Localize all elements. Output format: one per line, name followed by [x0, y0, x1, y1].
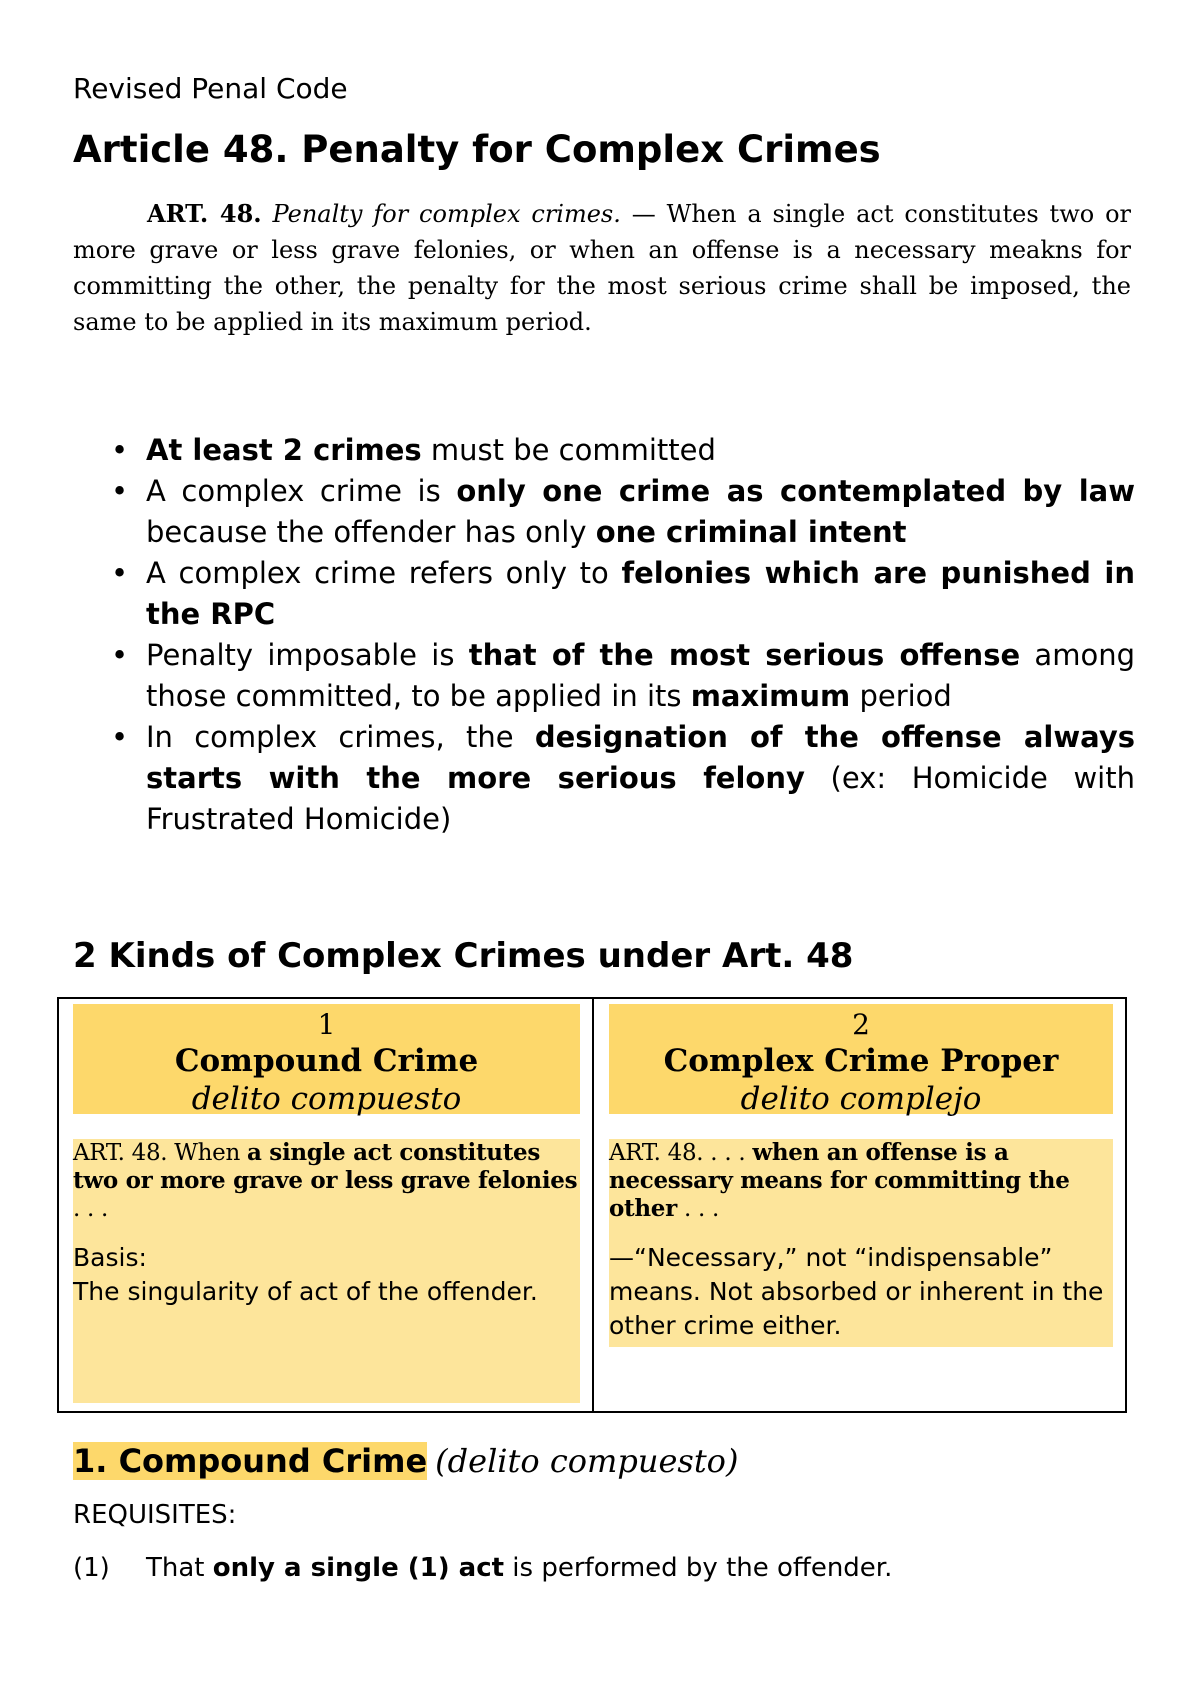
- bullet-icon: •: [111, 474, 129, 508]
- kinds-table: [57, 997, 1127, 1413]
- article-title: Article 48. Penalty for Complex Crimes: [73, 128, 881, 171]
- basis-note: Basis: The singularity of act of the offender.: [73, 1243, 538, 1306]
- section-title: [73, 1442, 738, 1480]
- kind-name: Compound Crime: [174, 1043, 479, 1079]
- complex-crime-proper-body: [609, 1139, 1113, 1347]
- compound-crime-body: [73, 1139, 580, 1403]
- list-item: • A complex crime refers only to felonies which are punished in the RPC: [73, 553, 1135, 635]
- necessary-note: —“Necessary,” not “indispensable” means. Not absorbed or inherent in the other crime either.: [609, 1243, 1104, 1340]
- law-excerpt: ART. 48. When a single act constitutes two or more grave or less grave felonies . . .: [73, 1139, 578, 1222]
- document-label: Revised Penal Code: [73, 72, 348, 105]
- list-item: • At least 2 crimes must be committed: [73, 430, 1135, 471]
- kind-number: 2: [852, 1008, 870, 1041]
- article-body: — When a single act constitutes two or more grave or less grave felonies, or when an offense is a necessary meakns for committing the other, the penalty for the most serious crime shall be imposed, the same to be applied in its maximum period.: [73, 200, 1132, 336]
- complex-crime-proper-header: [609, 1004, 1113, 1117]
- list-item: • In complex crimes, the designation of the offense always starts with the more serious felony (ex: Homicide with Frustrated Homicide): [73, 717, 1135, 840]
- requisite-item: (1) That only a single (1) act is performed by the offender.: [73, 1553, 893, 1583]
- kinds-heading: 2 Kinds of Complex Crimes under Art. 48: [73, 936, 854, 976]
- article-text: [73, 196, 1131, 340]
- kind-number: 1: [317, 1008, 336, 1041]
- kind-name: Complex Crime Proper: [663, 1043, 1059, 1079]
- key-points-list: [73, 430, 1135, 840]
- article-label: ART. 48.: [147, 199, 262, 228]
- kind-latin-name: delito complejo: [740, 1081, 982, 1117]
- bullet-icon: •: [111, 720, 129, 754]
- law-excerpt: ART. 48. . . . when an offense is a necessary means for committing the other . . .: [609, 1139, 1070, 1222]
- column-divider: [592, 999, 594, 1411]
- section-title-text: 1. Compound Crime: [73, 1442, 428, 1480]
- bullet-icon: •: [111, 556, 129, 590]
- bullet-icon: •: [111, 638, 129, 672]
- compound-crime-header: [73, 1004, 580, 1117]
- section-latin: (delito compuesto): [435, 1442, 739, 1480]
- list-item: • Penalty imposable is that of the most serious offense among those committed, to be applied in its maximum period: [73, 635, 1135, 717]
- article-heading: Penalty for complex crimes.: [272, 200, 621, 228]
- kind-latin-name: delito compuesto: [191, 1081, 462, 1117]
- bullet-icon: •: [111, 433, 129, 467]
- list-item: • A complex crime is only one crime as contemplated by law because the offender has only one criminal intent: [73, 471, 1135, 553]
- requisites-label: REQUISITES:: [73, 1500, 237, 1530]
